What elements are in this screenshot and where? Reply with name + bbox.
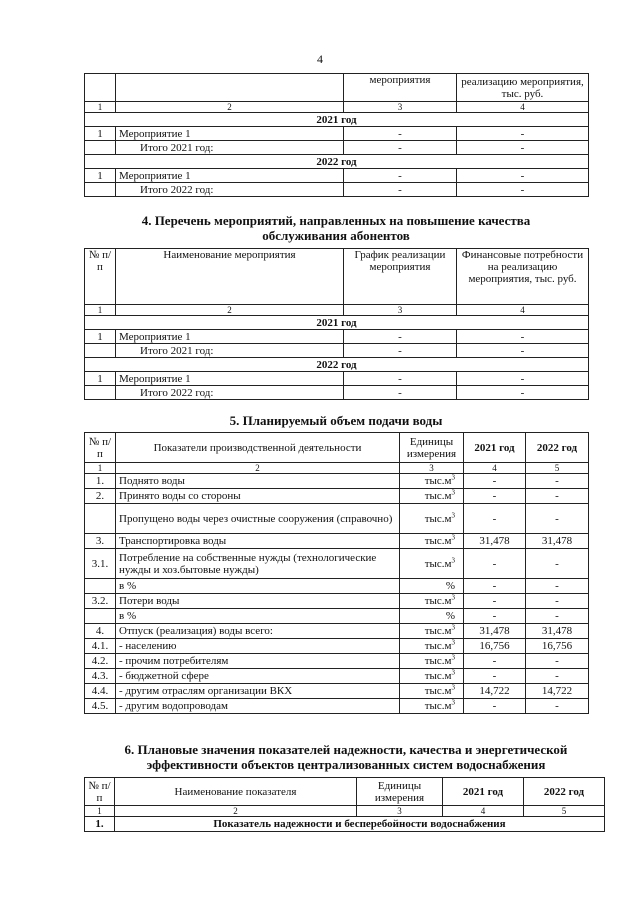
row-number: 4.5. <box>85 699 116 714</box>
header-cell: реализацию мероприятия, тыс. руб. <box>457 74 589 102</box>
value-2021: - <box>464 504 526 534</box>
row-number: 1 <box>85 169 116 183</box>
row-number: 1. <box>85 817 115 832</box>
schedule-cell: - <box>344 344 457 358</box>
value-2022: - <box>526 654 589 669</box>
column-number: 2 <box>116 305 344 316</box>
section-6-title: 6. Плановые значения показателей надежности, качества и энергетической эффективности объектов централизованных систем водоснабжения <box>124 742 568 772</box>
schedule-cell: - <box>344 386 457 400</box>
indicator-group-title: Показатель надежности и бесперебойности водоснабжения <box>115 817 605 832</box>
value-2022: - <box>526 504 589 534</box>
column-number: 1 <box>85 305 116 316</box>
schedule-cell: - <box>344 183 457 197</box>
row-number <box>85 504 116 534</box>
value-2021: 31,478 <box>464 624 526 639</box>
page-number: 4 <box>317 52 323 66</box>
row-number <box>85 579 116 594</box>
measure-name: Мероприятие 1 <box>116 169 344 183</box>
section-4-title: 4. Перечень мероприятий, направленных на повышение качества обслуживания абонентов <box>141 213 531 243</box>
column-number: 3 <box>344 305 457 316</box>
finance-cell: - <box>457 127 589 141</box>
value-2022: 14,722 <box>526 684 589 699</box>
table-row <box>85 699 589 714</box>
service-quality-measures-table <box>84 248 589 400</box>
year-row: 2021 год <box>85 316 589 330</box>
indicator-name: в % <box>116 579 400 594</box>
row-number <box>85 183 116 197</box>
unit-cell: % <box>400 579 464 594</box>
header-cell: Единицы измерения <box>357 778 443 806</box>
row-number <box>85 386 116 400</box>
header-cell: № п/п <box>85 249 116 305</box>
value-2021: 16,756 <box>464 639 526 654</box>
table-row <box>85 654 589 669</box>
value-2021: - <box>464 699 526 714</box>
unit-cell: $тыс.м^3$ <box>400 594 464 609</box>
row-number: 3.1. <box>85 549 116 579</box>
unit-cell: $тыс.м^3$ <box>400 654 464 669</box>
column-number: 3 <box>357 806 443 817</box>
value-2022: - <box>526 609 589 624</box>
table-row <box>85 579 589 594</box>
finance-cell: - <box>457 386 589 400</box>
indicator-name: - другим отраслям организации ВКХ <box>116 684 400 699</box>
section-5-title: 5. Планируемый объем подачи воды <box>229 413 443 428</box>
column-number: 4 <box>443 806 524 817</box>
finance-cell: - <box>457 344 589 358</box>
column-number: 1 <box>85 463 116 474</box>
indicator-name: в % <box>116 609 400 624</box>
row-number: 4.1. <box>85 639 116 654</box>
header-cell: 2022 год <box>524 778 605 806</box>
unit-cell: $тыс.м^3$ <box>400 624 464 639</box>
table-row <box>85 684 589 699</box>
column-number: 4 <box>457 102 589 113</box>
value-2021: - <box>464 654 526 669</box>
finance-cell: - <box>457 169 589 183</box>
measure-name: Мероприятие 1 <box>116 372 344 386</box>
table-row <box>85 549 589 579</box>
finance-cell: - <box>457 183 589 197</box>
schedule-cell: - <box>344 127 457 141</box>
row-number: 1 <box>85 127 116 141</box>
header-cell: График реализации мероприятия <box>344 249 457 305</box>
unit-cell: $тыс.м^3$ <box>400 474 464 489</box>
header-cell: мероприятия <box>344 74 457 102</box>
row-number: 3. <box>85 534 116 549</box>
finance-cell: - <box>457 372 589 386</box>
column-number: 1 <box>85 806 115 817</box>
header-cell <box>116 74 344 102</box>
row-number: 2. <box>85 489 116 504</box>
row-number: 1. <box>85 474 116 489</box>
table-row <box>85 669 589 684</box>
unit-cell: $тыс.м^3$ <box>400 504 464 534</box>
table-row <box>85 609 589 624</box>
value-2022: - <box>526 594 589 609</box>
schedule-cell: - <box>344 330 457 344</box>
table-row <box>85 489 589 504</box>
value-2022: - <box>526 549 589 579</box>
year-row: 2022 год <box>85 155 589 169</box>
indicator-name: Транспортировка воды <box>116 534 400 549</box>
total-label: Итого 2022 год: <box>116 183 344 197</box>
header-cell: № п/п <box>85 433 116 463</box>
value-2021: 31,478 <box>464 534 526 549</box>
schedule-cell: - <box>344 141 457 155</box>
indicator-name: Пропущено воды через очистные сооружения (справочно) <box>116 504 400 534</box>
column-number: 3 <box>344 102 457 113</box>
reliability-indicators-table <box>84 777 605 832</box>
schedule-cell: - <box>344 372 457 386</box>
row-number: 4.3. <box>85 669 116 684</box>
column-number: 5 <box>524 806 605 817</box>
value-2022: - <box>526 489 589 504</box>
row-number: 4. <box>85 624 116 639</box>
unit-cell: $тыс.м^3$ <box>400 669 464 684</box>
value-2022: - <box>526 474 589 489</box>
table-row <box>85 534 589 549</box>
row-number <box>85 609 116 624</box>
row-number: 1 <box>85 372 116 386</box>
column-number: 4 <box>457 305 589 316</box>
header-cell: Наименование мероприятия <box>116 249 344 305</box>
value-2022: - <box>526 669 589 684</box>
row-number <box>85 141 116 155</box>
column-number: 2 <box>115 806 357 817</box>
unit-cell: % <box>400 609 464 624</box>
value-2021: - <box>464 669 526 684</box>
row-number: 4.2. <box>85 654 116 669</box>
value-2022: - <box>526 699 589 714</box>
measures-table-continued <box>84 73 589 197</box>
measure-name: Мероприятие 1 <box>116 330 344 344</box>
finance-cell: - <box>457 141 589 155</box>
header-cell: Единицы измерения <box>400 433 464 463</box>
column-number: 2 <box>116 463 400 474</box>
value-2022: - <box>526 579 589 594</box>
column-number: 3 <box>400 463 464 474</box>
unit-cell: $тыс.м^3$ <box>400 699 464 714</box>
value-2021: - <box>464 474 526 489</box>
table-row <box>85 639 589 654</box>
unit-cell: $тыс.м^3$ <box>400 684 464 699</box>
total-label: Итого 2021 год: <box>116 344 344 358</box>
indicator-name: - другим водопроводам <box>116 699 400 714</box>
value-2021: - <box>464 579 526 594</box>
row-number <box>85 344 116 358</box>
indicator-name: Поднято воды <box>116 474 400 489</box>
header-cell: Показатели производственной деятельности <box>116 433 400 463</box>
indicator-name: - бюджетной сфере <box>116 669 400 684</box>
unit-cell: $тыс.м^3$ <box>400 639 464 654</box>
schedule-cell: - <box>344 169 457 183</box>
column-number: 4 <box>464 463 526 474</box>
table-row <box>85 474 589 489</box>
unit-cell: $тыс.м^3$ <box>400 549 464 579</box>
table-row <box>85 504 589 534</box>
header-cell: Наименование показателя <box>115 778 357 806</box>
column-number: 2 <box>116 102 344 113</box>
row-number: 4.4. <box>85 684 116 699</box>
total-label: Итого 2021 год: <box>116 141 344 155</box>
indicator-name: Принято воды со стороны <box>116 489 400 504</box>
column-number: 5 <box>526 463 589 474</box>
unit-cell: $тыс.м^3$ <box>400 534 464 549</box>
row-number: 1 <box>85 330 116 344</box>
unit-cell: $тыс.м^3$ <box>400 489 464 504</box>
value-2021: 14,722 <box>464 684 526 699</box>
value-2022: 31,478 <box>526 624 589 639</box>
header-cell: 2022 год <box>526 433 589 463</box>
value-2022: 16,756 <box>526 639 589 654</box>
value-2021: - <box>464 489 526 504</box>
header-cell: Финансовые потребности на реализацию мероприятия, тыс. руб. <box>457 249 589 305</box>
indicator-name: Потери воды <box>116 594 400 609</box>
year-row: 2022 год <box>85 358 589 372</box>
header-cell <box>85 74 116 102</box>
row-number: 3.2. <box>85 594 116 609</box>
table-row <box>85 624 589 639</box>
finance-cell: - <box>457 330 589 344</box>
indicator-name: Потребление на собственные нужды (технологические нужды и хоз.бытовые нужды) <box>116 549 400 579</box>
value-2021: - <box>464 594 526 609</box>
value-2021: - <box>464 609 526 624</box>
value-2022: 31,478 <box>526 534 589 549</box>
table-row <box>85 594 589 609</box>
indicator-name: - населению <box>116 639 400 654</box>
indicator-name: Отпуск (реализация) воды всего: <box>116 624 400 639</box>
measure-name: Мероприятие 1 <box>116 127 344 141</box>
value-2021: - <box>464 549 526 579</box>
header-cell: № п/п <box>85 778 115 806</box>
indicator-name: - прочим потребителям <box>116 654 400 669</box>
total-label: Итого 2022 год: <box>116 386 344 400</box>
column-number: 1 <box>85 102 116 113</box>
water-supply-volume-table <box>84 432 589 714</box>
year-row: 2021 год <box>85 113 589 127</box>
header-cell: 2021 год <box>464 433 526 463</box>
header-cell: 2021 год <box>443 778 524 806</box>
